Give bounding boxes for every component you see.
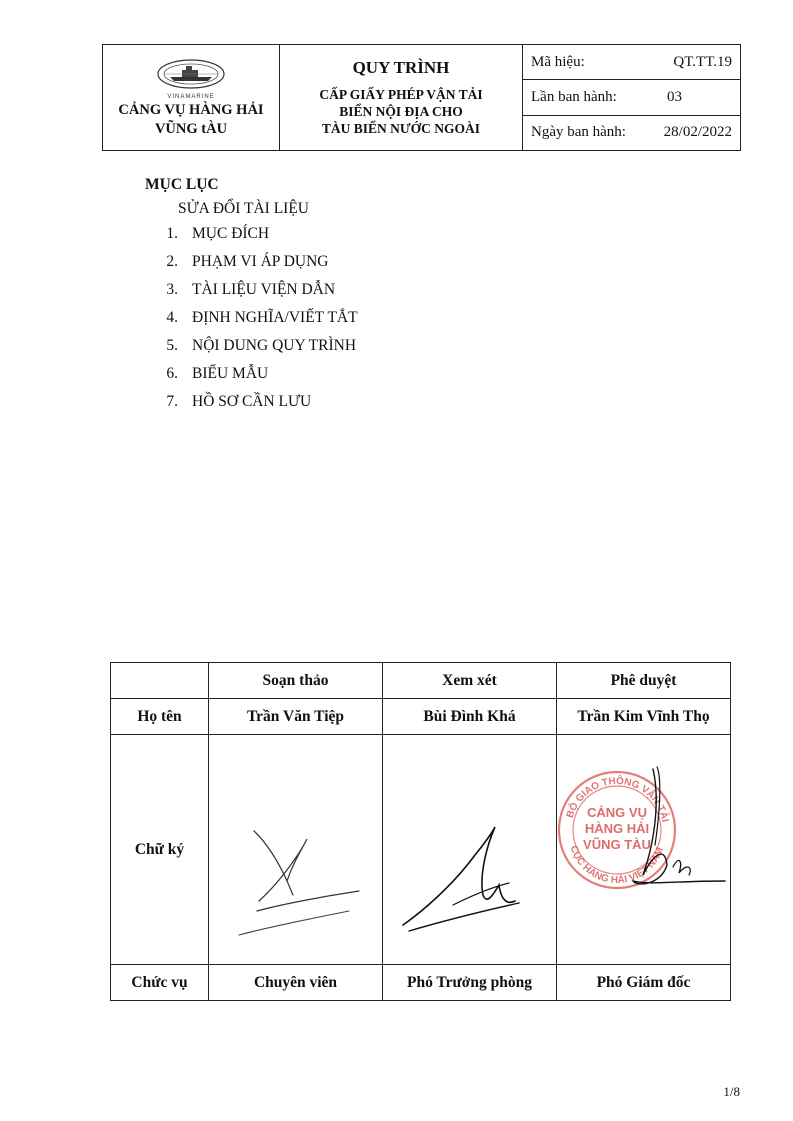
- organization-cell: [103, 45, 280, 151]
- role-approved: Phó Giám đốc: [557, 965, 731, 1001]
- toc-revision-entry: SỬA ĐỔI TÀI LIỆU: [178, 200, 309, 217]
- stamp-center-line1: CẢNG VỤ: [587, 805, 647, 820]
- row-name-label: Họ tên: [111, 699, 209, 735]
- signature-approved-cell: [557, 735, 731, 965]
- row-role-label: Chức vụ: [111, 965, 209, 1001]
- toc-item-label: HỒ SƠ CẦN LƯU: [192, 393, 312, 410]
- document-subtitle-line1: CẤP GIẤY PHÉP VẬN TẢI: [319, 87, 483, 102]
- approval-role-row: [111, 965, 731, 1001]
- document-header: [102, 44, 741, 151]
- organization-name-line1: CẢNG VỤ HÀNG HẢI: [118, 101, 264, 118]
- toc-item-number: 4.: [166, 309, 178, 326]
- document-title-cell: [280, 45, 523, 151]
- organization-name-line2: VŨNG tÀU: [154, 120, 228, 137]
- row-sign-label: Chữ ký: [111, 735, 209, 965]
- issue-label: Lần ban hành:: [531, 88, 617, 105]
- toc-item: [145, 253, 358, 281]
- stamp-text-bottom: CỤC HÀNG HẢI VIỆT NAM: [567, 844, 666, 887]
- approval-table: [110, 662, 731, 1001]
- toc-item-label: BIỂU MẪU: [192, 365, 269, 382]
- toc-item: [145, 365, 358, 393]
- toc-item: [145, 337, 358, 365]
- approval-signature-row: [111, 735, 731, 965]
- page-number: 1/8: [723, 1084, 740, 1099]
- toc-item-label: MỤC ĐÍCH: [192, 225, 270, 242]
- toc-item: [145, 393, 358, 421]
- toc-item-number: 1.: [166, 225, 178, 242]
- document-type: QUY TRÌNH: [352, 58, 450, 77]
- date-value: 28/02/2022: [663, 124, 732, 141]
- signature-drafted-image: [209, 735, 382, 964]
- toc-item: [145, 225, 358, 253]
- code-value: QT.TT.19: [673, 53, 732, 70]
- toc-item-number: 3.: [166, 281, 178, 298]
- col-reviewed: Xem xét: [383, 663, 557, 699]
- code-cell: [523, 45, 741, 80]
- logo-caption: VINAMARINE: [167, 93, 215, 100]
- toc-item-label: TÀI LIỆU VIỆN DẪN: [192, 281, 336, 298]
- stamp-center-line3: VŨNG TÀU: [583, 837, 651, 852]
- role-drafted: Chuyên viên: [209, 965, 383, 1001]
- name-reviewed: Bùi Đình Khá: [383, 699, 557, 735]
- signature-drafted-cell: [209, 735, 383, 965]
- document-subtitle-line3: TÀU BIỂN NƯỚC NGOÀI: [321, 121, 481, 136]
- col-drafted: Soạn thảo: [209, 663, 383, 699]
- stamp-center-line2: HÀNG HẢI: [584, 821, 650, 836]
- name-drafted: Trần Văn Tiệp: [209, 699, 383, 735]
- toc-item-number: 2.: [166, 253, 178, 270]
- date-cell: [523, 115, 741, 150]
- official-stamp-icon: [557, 735, 730, 964]
- issue-cell: [523, 80, 741, 115]
- vinamarine-logo-icon: [156, 58, 226, 94]
- name-approved: Trần Kim Vĩnh Thọ: [557, 699, 731, 735]
- toc-item: [145, 309, 358, 337]
- toc-item-label: ĐỊNH NGHĨA/VIẾT TẮT: [192, 309, 358, 326]
- approval-header-row: [111, 663, 731, 699]
- document-subtitle-line2: BIỂN NỘI ĐỊA CHO: [339, 104, 463, 119]
- toc-item-label: PHẠM VI ÁP DỤNG: [192, 253, 329, 270]
- signature-reviewed-cell: [383, 735, 557, 965]
- stamp-text-top: BỘ GIAO THÔNG VẬN TẢI: [564, 775, 671, 824]
- toc-item-number: 6.: [166, 365, 178, 382]
- toc-item-number: 7.: [166, 393, 178, 410]
- role-reviewed: Phó Trưởng phòng: [383, 965, 557, 1001]
- toc-title: MỤC LỤC: [145, 176, 219, 193]
- empty-corner-cell: [111, 663, 209, 699]
- signature-reviewed-image: [383, 735, 556, 964]
- toc-item-label: NỘI DUNG QUY TRÌNH: [192, 337, 357, 354]
- approval-name-row: [111, 699, 731, 735]
- issue-value: 03: [667, 88, 682, 105]
- code-label: Mã hiệu:: [531, 53, 585, 70]
- toc-item-number: 5.: [166, 337, 178, 354]
- toc-item: [145, 281, 358, 309]
- col-approved: Phê duyệt: [557, 663, 731, 699]
- table-of-contents: [145, 176, 358, 421]
- date-label: Ngày ban hành:: [531, 124, 626, 141]
